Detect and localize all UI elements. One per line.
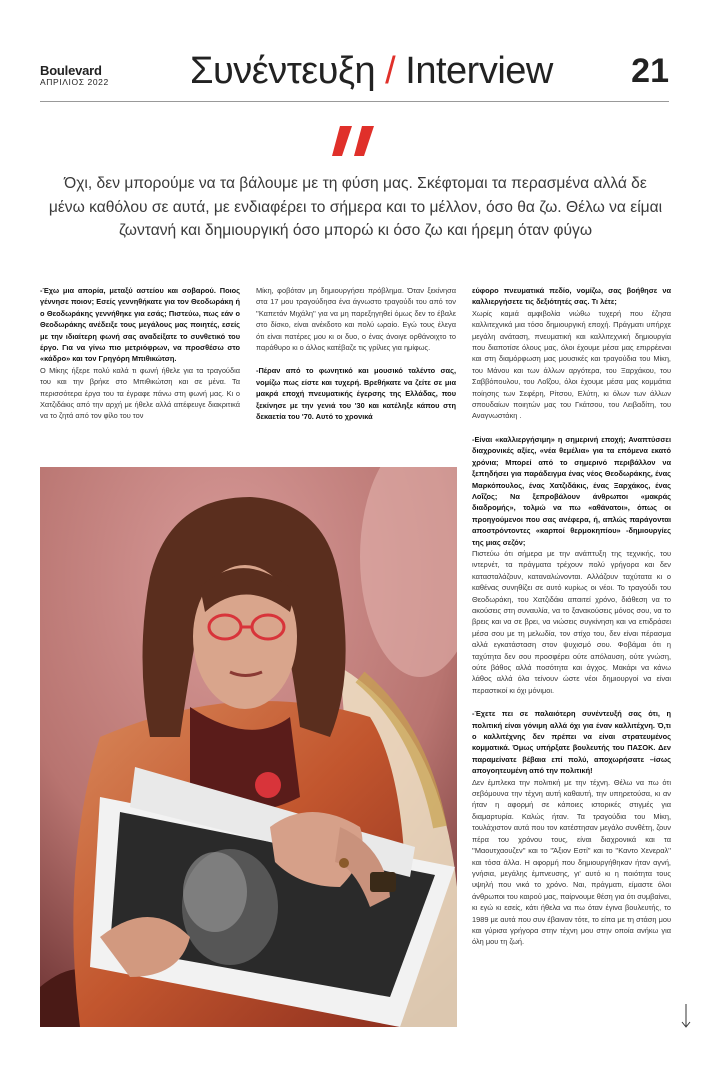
- interview-answer: Πιστεύω ότι σήμερα με την ανάπτυξη της τεχνικής, του ιντερνέτ, τα πράγματα τρέχουν πολύ γρήγορα και δεν κατασταλάζουν, καταναλώνονται. Αλλάζουν ταχύτατα κι ο καθένας συνηθίζει σε αυτό κυρίως οι νέοι. Το τραγούδι του Θεοδωράκη, του Χατζιδάκι απαιτεί χρόνο, διάθεση να το ακούσεις στη συναυλία, να το ξανακούσεις μόνος σου, να το βρεις και να σε βρει, να νιώσεις συγκίνηση και να επιδράσει μέσα σου με τη μελωδία, τον στίχο του, δεν είναι πέρασμα αλλά εγκατάσταση στον ψυχισμό σου. Φοβάμαι ότι η ταχύτητα δεν σου προσφέρει ούτε απόλαυση, ούτε γνώση, ούτε βάθος αλλά ποσότητα και άγχος. Μακάρι να κάνω λάθος αλλά όλα τείνουν ώστε νέοι δημιουργοί να είναι περαστικοί κι όχι μόνιμοι.: [472, 548, 671, 695]
- interview-answer: Δεν έμπλεκα την πολιτική με την τέχνη. Θέλω να πω ότι σεβόμουνα την τέχνη αυτή καθαυτή, την υπηρετούσα, κι αν ήταν η αφορμή σε κάποιες ιστορικές στιγμές για διαμαρτυρία. Καλώς ήταν. Τα τραγούδια του Μίκη, τουλάχιστον αυτά που τον κατέστησαν μεγάλο συνθέτη, ζουν πέρα του χρόνου τους, είναι διαχρονικά και τα ''Μαουτχαουζεν'' και το ''Άξιον Εστί'' και το ''Καντο Χενεραλ'' και τόσα άλλα. Η αφορμή που δημιουργήθηκαν ήταν αγνή, γνήσια, μεγάλης έμπνευσης, γι' αυτό κι η ποιότητα τους υψηλή που νικά το χρόνο. Ναι, πράγματι, είμαστε όλοι άνθρωποι του καιρού μας, παίρνουμε θέση για ότι συμβαίνει, κι εγώ κι εσείς, κάτι ήθελα να πω όταν έγινα βουλευτής, το 1989 με αυτά που συν έβαιναν τότε, το είπα με τη στάση μου και γύρισα γρήγορα στην τέχνη μου στην οποία ανήκω για όλη μου τη ζωή.: [472, 777, 671, 947]
- interview-answer: Χωρίς καμιά αμφιβολία νιώθω τυχερή που έζησα καλλιτεχνικά μια τόσο δημιουργική εποχή. Πράγματι υπήρχε μεγάλη ανάταση, πνευματική και καλλιτεχνική δημιουργία που διαποτίσε όλους μας, όλοι έχουμε μέσα μας επιρρέεναι και στη διαμόρφωση μας μουσικές και τραγούδια του Μίκη, του Μάνου και των άλλων αργότερα, του Ξαρχάκου, του Σαββόπουλου, του Λοΐζου, όλοι έχουμε μέσα μας κομμάτια ποίησης των Σεφέρη, Ρίτσου, Ελύτη, κι όλων των άλλων σπουδαίων ποιητών μας του Γκάτσου, του Λειβαδίτη, του Αναγνωστάκη .: [472, 308, 671, 421]
- interview-answer: Ο Μίκης ήξερε πολύ καλά τι φωνή ήθελε για τα τραγούδια του και την βρήκε στο Μπιθικώτση και σε μένα. Τα περισσότερα έργα του τα έγραφε πάνω στη φωνή μας. Κι ο Χατζιδάκις από την αρχή με ήθελε αλλά απέφευγε διακριτικά να το ζητά από τον φίλο του τον: [40, 365, 240, 421]
- pull-quote: Όχι, δεν μπορούμε να τα βάλουμε με τη φύση μας. Σκέφτομαι τα περασμένα αλλά δε μένω καθόλου σε αυτά, με ενδιαφέρει το σήμερα και το μέλλον, όσο θα ζω. Θέλω να είμαι ζωντανή και δημιουργική όσο μπορώ κι όσο ζω και ήρεμη όταν φύγω: [48, 175, 663, 239]
- page-number: 21: [631, 52, 669, 90]
- section-title: [190, 50, 553, 93]
- interview-question: -Είναι «καλλιεργήσιμη» η σημερινή εποχή; Αναπτύσσει διαχρονικές αξίες, «νέα θεμέλια» για τα επόμενα εκατό χρόνια; Μπορεί από το σημερινό περιβάλλον να ξεπηδήσει για παράδειγμα ένας νέος Θεοδωράκης, ένας Μαρκόπουλος, ένας Χατζιδάκις, ένας Ξαρχάκος, ένας Λοΐζος; Να ξεπροβάλουν άνθρωποι «μακράς διαδρομής», τολμώ να πω «αθάνατοι», όπως οι προηγούμενοι που σας ανέφερα, ή, απλώς παράγονται αποστρόντοντες «καρποί θερμοκηπίου» -δημιουργίες της μιας σεζόν;: [472, 434, 671, 547]
- section-title-separator: /: [385, 50, 396, 92]
- issue-date: ΑΠΡΙΛΙΟΣ 2022: [40, 77, 109, 87]
- interview-question: -Έχω μια απορία, μεταξύ αστείου και σοβαρού. Ποιος γέννησε ποιον; Εσείς γεννηθήκατε για τον Θεοδωράκη ή ο Θεοδωράκης γεννήθηκε για εσάς; Πιστεύω, πως εάν ο Θεοδωράκης ανέδειξε τους μεγάλους μας ποιητές, εσείς με την ιδιαίτερη φωνή σας αναδείξατε το συνθετικό του έργο. Για να γίνω πιο μετριόφρων, να προσθέσω στο «κάδρο» και τον Γρηγόρη Μπιθικώτση.: [40, 286, 240, 364]
- text-column-1: [40, 285, 240, 422]
- interview-question: -Πέραν από το φωνητικό και μουσικό ταλέντο σας, νομίζω πως είστε και τυχερή. Βρεθήκατε να ζείτε σε μια μακρά εποχή πνευματικής έγερσης της Ελλάδας, που ξεκίνησε με την γενιά του '30 και κατέληξε κάπου στη δεκαετία του '70. Αυτό το χρονικά: [256, 366, 456, 422]
- interview-question: -Έχετε πει σε παλαιότερη συνέντευξή σας ότι, η πολιτική είναι γόνιμη αλλά όχι για έναν καλλιτέχνη. Ό,τι ο καλλιτέχνης δεν πρέπει να είναι στρατευμένος κομματικά. Όμως υπήρξατε βουλευτής του ΠΑΣΟΚ. Δεν παραμείνατε βέβαια επί πολύ, αποχωρήσατε –ίσως απογοητευμένη από την πολιτική!: [472, 709, 671, 776]
- interview-answer: Μίκη, φοβόταν μη δημιουργήσει πρόβλημα. Όταν ξεκίνησα στα 17 μου τραγούδησα ένα άγνωστο τραγούδι του από τον ''Καπετάν Μιχάλη'' για να μη παρεξηγηθεί όμως δεν το έβαλε στο δίσκο, είναι ανέκδοτο και πολύ ωραίο. Εγώ τους έλεγα ότι είναι πατέρες μου κι οι δυο, ο ένας άνοιγε ορθάνοιχτο το παράθυρο κι ο άλλος κατέβαζε τις γρίλιες για ημίφως.: [256, 286, 456, 353]
- section-title-greek: Συνέντευξη: [190, 50, 376, 92]
- page-header: [40, 48, 669, 100]
- header-divider: [40, 101, 669, 102]
- text-column-3: [472, 285, 671, 948]
- photo-illustration: [40, 467, 457, 1027]
- interview-question: εύφορο πνευματικά πεδίο, νομίζω, σας βοήθησε να καλλιεργήσετε τις δεξιότητές σας. Τι λέτε;: [472, 286, 671, 307]
- arrow-down-icon: [681, 1004, 691, 1028]
- interview-photo: [40, 467, 457, 1027]
- magazine-brand: [40, 64, 109, 87]
- quote-mark-icon: [330, 122, 380, 162]
- text-column-2: [256, 285, 456, 422]
- section-title-english: Interview: [405, 50, 553, 92]
- brand-name: Boulevard: [40, 63, 102, 78]
